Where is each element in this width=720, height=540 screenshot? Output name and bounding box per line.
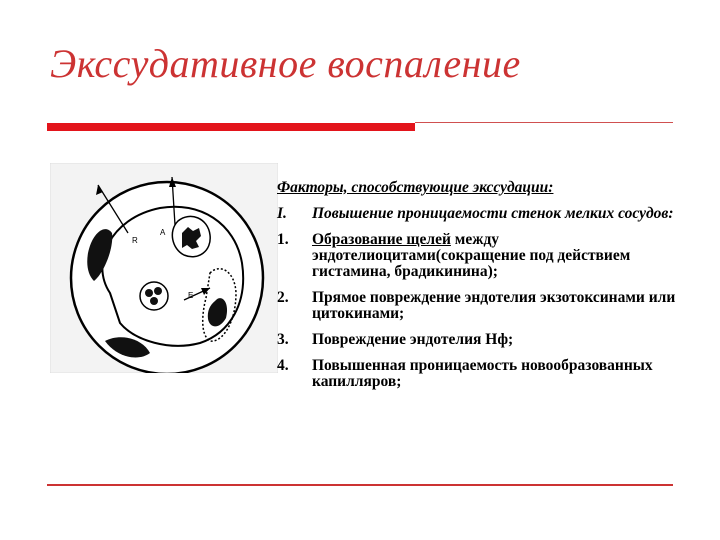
factors-heading: Факторы, способствующие экссудации: [277,179,554,196]
vessel-lumen [102,207,243,346]
title-accent-bar [47,123,415,131]
factors-list [277,180,677,400]
nucleus-lobe-2 [154,287,162,295]
item-text: Повреждение эндотелия Нф; [312,331,514,348]
list-item-1 [277,232,677,280]
capillary-cross-section-drawing [50,163,278,373]
roman-number: I. [277,205,287,222]
item-number: 3. [277,331,289,348]
item-number: 2. [277,289,289,306]
item-lead-underlined: Образование щелей [312,231,451,248]
nucleus-lobe-3 [150,297,158,305]
capillary-diagram [50,163,278,373]
item-text [312,232,677,280]
item-text: Прямое повреждение эндотелия экзотоксинами или цитокинами; [312,289,676,322]
list-item-4 [277,358,677,390]
slide-title: Экссудативное воспаление [50,41,521,86]
leukocyte-nucleus-top [182,227,201,249]
label-e: E [188,291,194,300]
list-item-2 [277,290,677,322]
item-text: Повышенная проницаемость новообразованных капилляров; [312,357,653,390]
roman-item [277,206,677,222]
item-rest: между эндотелиоцитами(сокращение под действием гистамина, брадикинина); [312,231,631,280]
label-r: R [132,236,138,245]
roman-text: Повышение проницаемости стенок мелких сосудов: [312,205,674,222]
list-item-3 [277,332,677,348]
item-number: 4. [277,357,289,374]
nucleus-lobe-1 [145,289,153,297]
bottom-rule [47,484,673,486]
label-a: A [160,228,166,237]
leukocyte-center [140,282,168,310]
item-number: 1. [277,231,289,248]
title-rule [415,122,673,123]
